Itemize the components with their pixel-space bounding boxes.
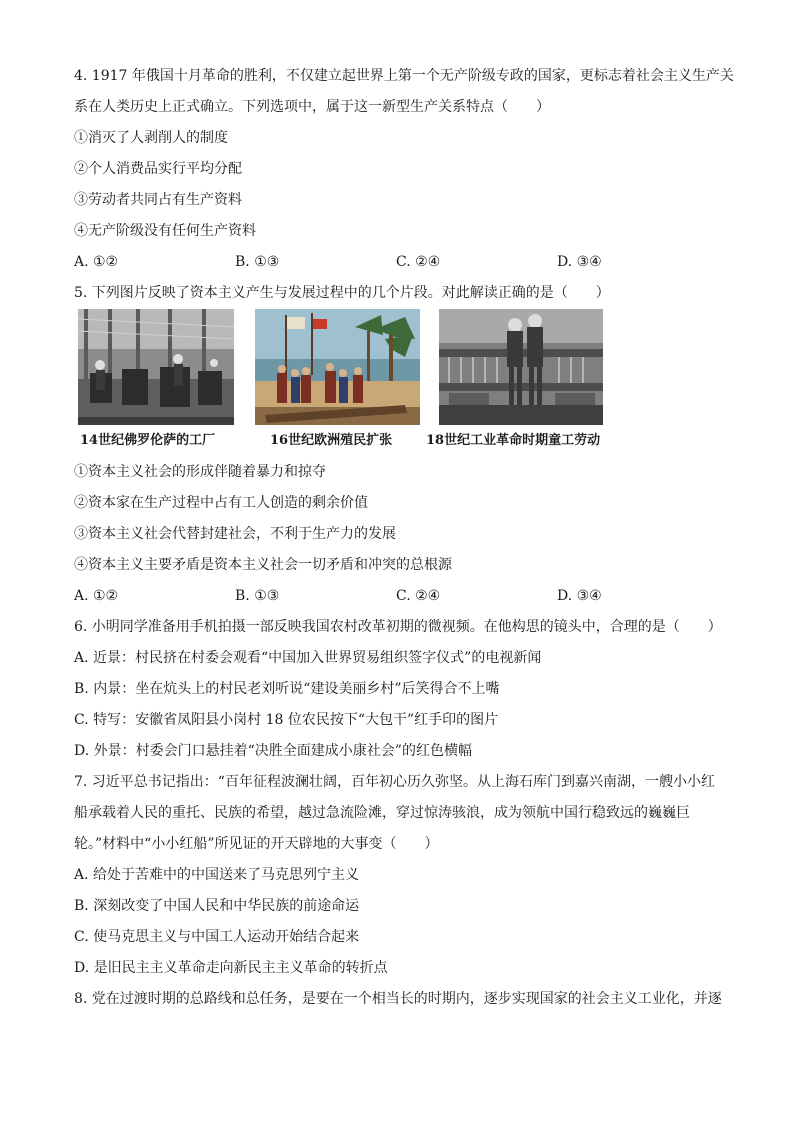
q6-option-a[interactable]: A. 近景：村民挤在村委会观看“中国加入世界贸易组织签字仪式”的电视新闻 [74, 650, 542, 666]
q5-option-b[interactable]: B. ①③ [235, 588, 280, 604]
q5-options [74, 586, 734, 606]
q6-stem: 6. 小明同学准备用手机拍摄一部反映我国农村改革初期的微视频。在他构思的镜头中，合理的是（ ） [74, 619, 722, 635]
q6-option-b[interactable]: B. 内景：坐在炕头上的村民老刘听说“建设美丽乡村”后笑得合不上嘴 [74, 681, 500, 697]
q4-statement-3: ③劳动者共同占有生产资料 [74, 192, 242, 208]
q6-option-c[interactable]: C. 特写：安徽省凤阳县小岗村 18 位农民按下“大包干”红手印的图片 [74, 712, 499, 728]
picture-caption-3: 18世纪工业革命时期童工劳动 [426, 433, 601, 448]
q4-stem-line-2: 系在人类历史上正式确立。下列选项中，属于这一新型生产关系特点（ ） [74, 99, 550, 115]
q4-option-c[interactable]: C. ②④ [396, 254, 441, 270]
q7-option-d[interactable]: D. 是旧民主主义革命走向新民主主义革命的转折点 [74, 960, 388, 976]
q7-option-c[interactable]: C. 使马克思主义与中国工人运动开始结合起来 [74, 929, 360, 945]
child-labor-picture [439, 309, 603, 425]
q4-statement-1: ①消灭了人剥削人的制度 [74, 130, 228, 146]
q8-stem-line-1: 8. 党在过渡时期的总路线和总任务，是要在一个相当长的时期内，逐步实现国家的社会主义工业化，并逐 [74, 991, 722, 1007]
q5-stem: 5. 下列图片反映了资本主义产生与发展过程中的几个片段。对此解读正确的是（ ） [74, 285, 610, 301]
q5-option-c[interactable]: C. ②④ [396, 588, 441, 604]
q4-option-a[interactable]: A. ①② [74, 254, 119, 270]
picture-caption-1: 14世纪佛罗伦萨的工厂 [80, 433, 216, 448]
q4-statement-2: ②个人消费品实行平均分配 [74, 161, 242, 177]
q4-option-d[interactable]: D. ③④ [557, 254, 602, 270]
q7-option-a[interactable]: A. 给处于苦难中的中国送来了马克思列宁主义 [74, 867, 360, 883]
q7-stem-line-3: 轮。”材料中“小小红船”所见证的开天辟地的大事变（ ） [74, 836, 439, 852]
q5-statement-3: ③资本主义社会代替封建社会，不利于生产力的发展 [74, 526, 396, 542]
q4-stem-line-1: 4. 1917 年俄国十月革命的胜利，不仅建立起世界上第一个无产阶级专政的国家，更标志着社会主义生产关 [74, 68, 734, 84]
q7-stem-line-1: 7. 习近平总书记指出：“百年征程波澜壮阔，百年初心历久弥坚。从上海石库门到嘉兴南湖，一艘小小红 [74, 774, 715, 790]
q5-statement-4: ④资本主义主要矛盾是资本主义社会一切矛盾和冲突的总根源 [74, 557, 452, 573]
q5-option-d[interactable]: D. ③④ [557, 588, 602, 604]
q6-option-d[interactable]: D. 外景：村委会门口悬挂着“决胜全面建成小康社会”的红色横幅 [74, 743, 472, 759]
colonial-expansion-picture [255, 309, 420, 425]
q7-stem-line-2: 船承载着人民的重托、民族的希望，越过急流险滩，穿过惊涛骇浪，成为领航中国行稳致远的巍巍巨 [74, 805, 690, 821]
picture-caption-2: 16世纪欧洲殖民扩张 [270, 433, 393, 448]
q5-statement-2: ②资本家在生产过程中占有工人创造的剩余价值 [74, 495, 368, 511]
q7-option-b[interactable]: B. 深刻改变了中国人民和中华民族的前途命运 [74, 898, 360, 914]
q4-statement-4: ④无产阶级没有任何生产资料 [74, 223, 256, 239]
q4-options [74, 252, 734, 272]
q5-option-a[interactable]: A. ①② [74, 588, 119, 604]
q5-statement-1: ①资本主义社会的形成伴随着暴力和掠夺 [74, 464, 326, 480]
q5-figure-row [78, 309, 618, 449]
q4-option-b[interactable]: B. ①③ [235, 254, 280, 270]
florence-factory-picture [78, 309, 234, 425]
